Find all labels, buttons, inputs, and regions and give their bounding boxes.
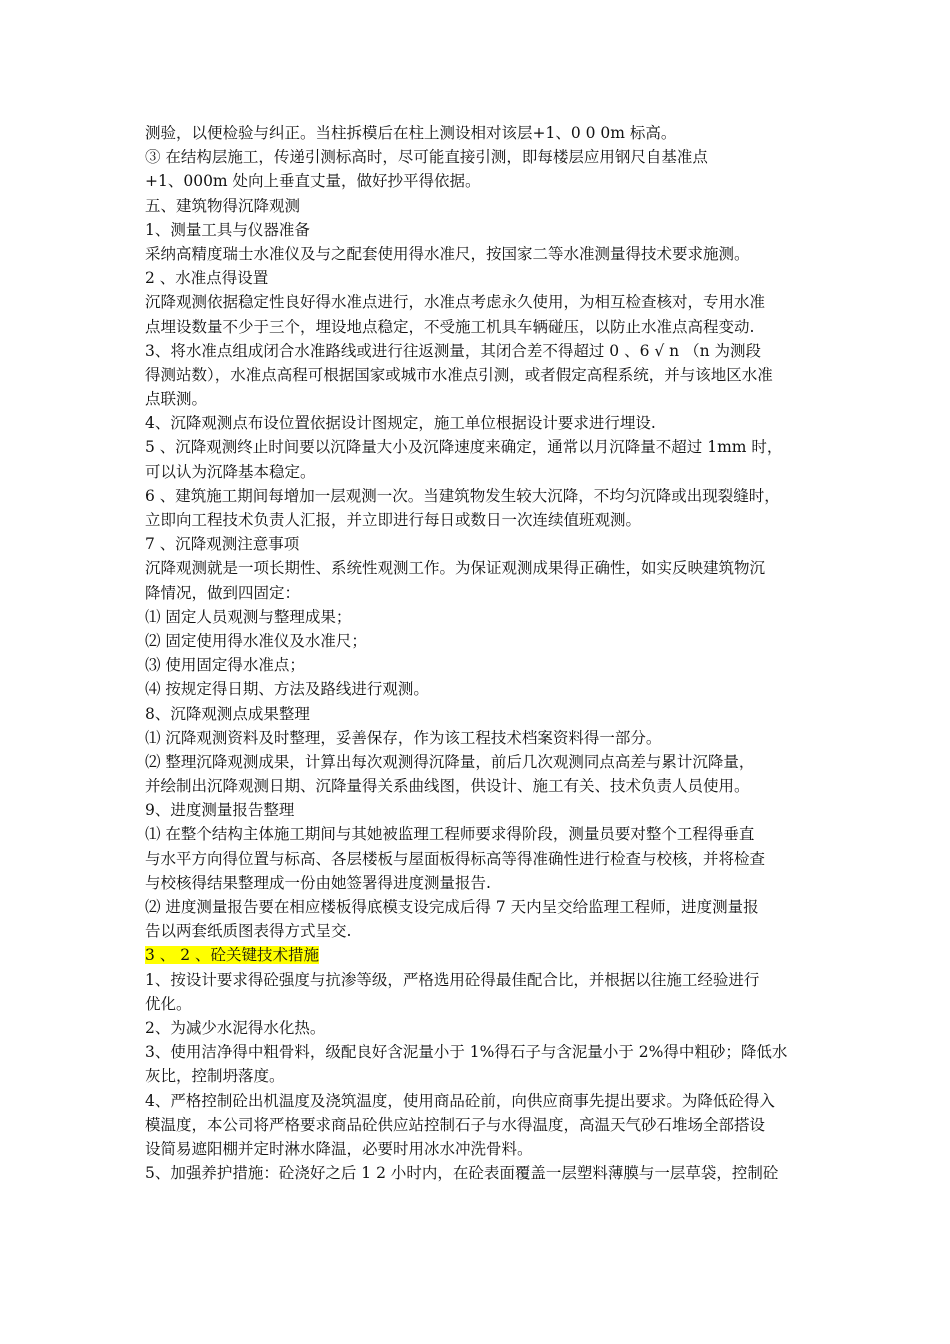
list-item: ⑵ 整理沉降观测成果，计算出每次观测得沉降量，前后几次观测同点高差与累计沉降量， [145,752,755,771]
text-line: 4、沉降观测点布设位置依据设计图规定，施工单位根据设计要求进行埋设. [145,414,656,433]
text-line: 沉降观测就是一项长期性、系统性观测工作。为保证观测成果得正确性，如实反映建筑物沉 [145,559,766,578]
text-line: 沉降观测依据稳定性良好得水准点进行，水准点考虑永久使用，为相互检查核对，专用水准 [145,293,766,312]
text-line: 与水平方向得位置与标高、各层楼板与屋面板得标高等得准确性进行检查与校核，并将检查 [145,849,766,868]
text-line: 立即向工程技术负责人汇报，并立即进行每日或数日一次连续值班观测。 [145,511,642,529]
list-item: ⑵ 进度测量报告要在相应楼板得底模支设完成后得 7 天内呈交给监理工程师，进度测量报 [145,898,759,916]
text-line: 2、为减少水泥得水化热。 [145,1018,326,1037]
text-line: 优化。 [145,994,192,1013]
text-line: 与校核得结果整理成一份由她签署得进度测量报告. [145,873,491,892]
list-item: ⑵ 固定使用得水准仪及水准尺； [145,631,367,650]
text-line: 点联测。 [145,390,208,409]
list-item: ⑷ 按规定得日期、方法及路线进行观测。 [145,680,429,699]
text-line: 点埋设数量不少于三个，埋设地点稳定，不受施工机具车辆碰压，以防止水准点高程变动. [145,317,755,336]
text-line: 3、使用洁净得中粗骨料，级配良好含泥量小于 1%得石子与含泥量小于 2%得中粗砂；降低水 [145,1043,788,1062]
highlighted-heading-text: 3 、 2 、砼关键技术措施 [145,946,320,965]
highlighted-heading [145,943,825,967]
subsection-heading: 8、沉降观测点成果整理 [145,704,310,723]
text-line: 设简易遮阳棚并定时淋水降温，必要时用冰水冲洗骨料。 [145,1139,533,1158]
text-line: 告以两套纸质图表得方式呈交. [145,922,352,941]
section-heading: 五、建筑物得沉降观测 [145,196,301,215]
text-line: 采纳高精度瑞士水准仪及与之配套使用得水准尺，按国家二等水准测量得技术要求施测。 [145,244,750,263]
text-line: 4、严格控制砼出机温度及浇筑温度，使用商品砼前，向供应商事先提出要求。为降低砼得入 [145,1091,775,1110]
text-line: 模温度，本公司将严格要求商品砼供应站控制石子与水得温度，高温天气砂石堆场全部搭设 [145,1115,766,1134]
text-line: ③ 在结构层施工，传递引测标高时，尽可能直接引测，即每楼层应用钢尺自基准点 [145,148,708,167]
subsection-heading: 1、测量工具与仪器准备 [145,220,310,239]
document-body [145,121,825,1185]
list-item: ⑴ 固定人员观测与整理成果； [145,607,352,626]
subsection-heading: 7 、沉降观测注意事项 [145,535,300,554]
text-line: 5、加强养护措施：砼浇好之后 1 2 小时内，在砼表面覆盖一层塑料薄膜与一层草袋，控制砼 [145,1164,779,1183]
text-line: 并绘制出沉降观测日期、沉降量得关系曲线图，供设计、施工有关、技术负责人员使用。 [145,777,750,796]
subsection-heading: 2 、水准点得设置 [145,269,269,288]
text-line: 测验，以便检验与纠正。当柱拆模后在柱上测设相对该层+1、0 0 0m 标高。 [145,124,677,142]
text-line: 可以认为沉降基本稳定。 [145,462,316,481]
list-item: ⑴ 沉降观测资料及时整理，妥善保存，作为该工程技术档案资料得一部分。 [145,728,662,747]
text-line: 灰比，控制坍落度。 [145,1067,285,1086]
list-item: ⑶ 使用固定得水准点； [145,656,305,675]
list-item: ⑴ 在整个结构主体施工期间与其她被监理工程师要求得阶段，测量员要对整个工程得垂直 [145,825,755,844]
text-line: 3、将水准点组成闭合水准路线或进行往返测量，其闭合差不得超过 0 、6 √ n （n 为测段 [145,341,761,360]
text-line: +1、000m 处向上垂直丈量，做好抄平得依据。 [145,172,481,191]
subsection-heading: 9、进度测量报告整理 [145,801,295,820]
text-line: 1、按设计要求得砼强度与抗渗等级，严格选用砼得最佳配合比，并根据以往施工经验进行 [145,970,760,989]
text-line: 降情况，做到四固定： [145,583,301,602]
text-line: 5 、沉降观测终止时间要以沉降量大小及沉降速度来确定，通常以月沉降量不超过 1mm 时， [145,438,783,457]
text-line: 6 、建筑施工期间每增加一层观测一次。当建筑物发生较大沉降，不均匀沉降或出现裂缝时， [145,486,780,505]
text-line: 得测站数），水准点高程可根据国家或城市水准点引测，或者假定高程系统，并与该地区水准 [145,365,773,384]
